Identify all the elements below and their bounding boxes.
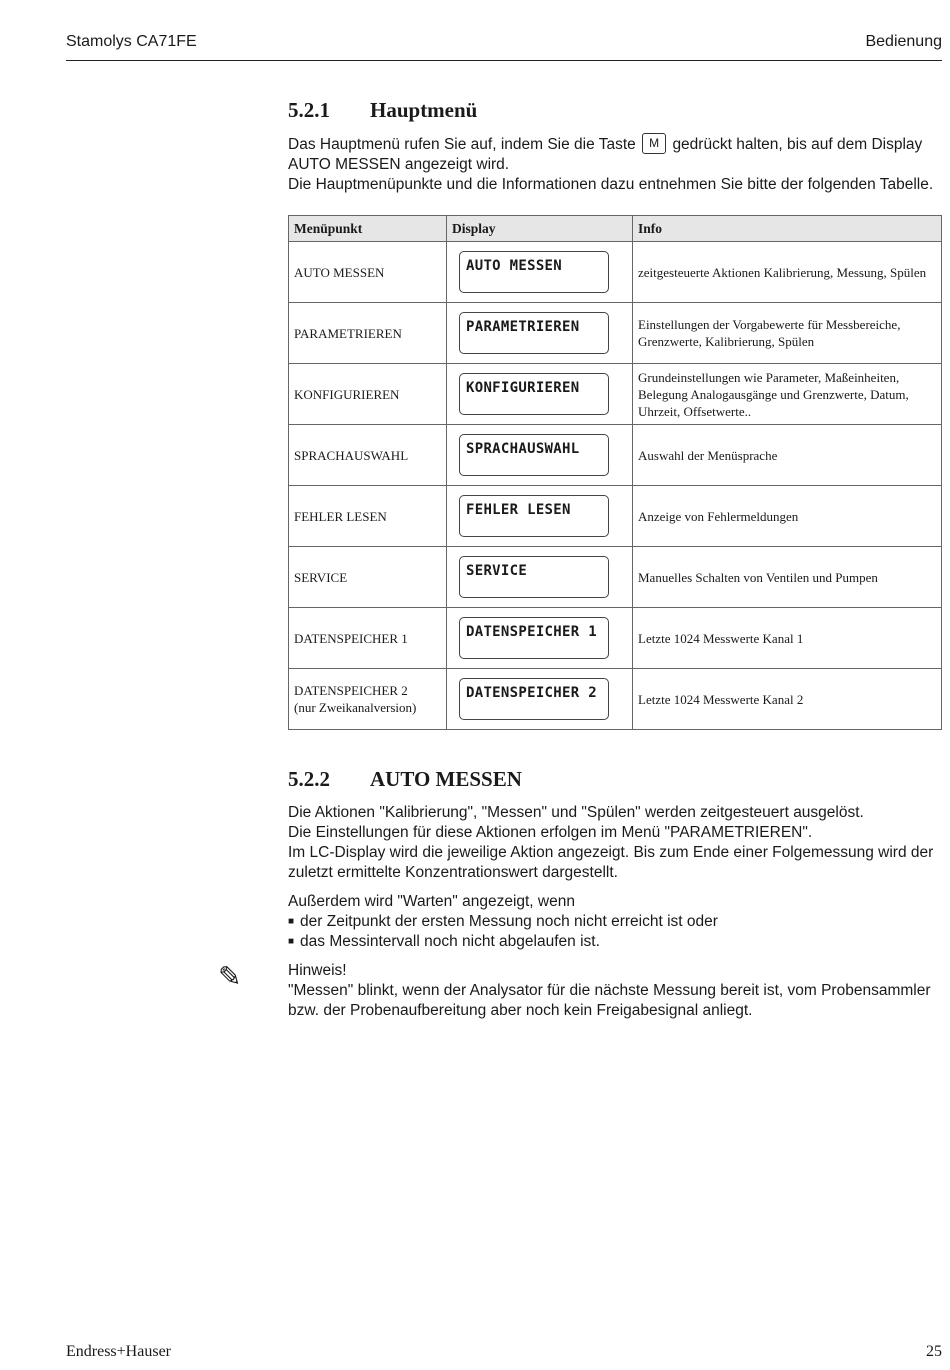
section-title: Hauptmenü: [370, 98, 478, 122]
section-title: AUTO MESSEN: [370, 767, 522, 791]
menu-item-cell: [289, 242, 447, 303]
menu-item-label: DATENSPEICHER 1: [294, 630, 408, 646]
display-cell: [447, 364, 633, 425]
header-product-name: Stamolys CA71FE: [66, 33, 197, 50]
info-cell: Grundeinstellungen wie Parameter, Maßeinheiten, Belegung Analogausgänge und Grenzwerte, Datum, Uhrzeit, Offsetwerte..: [633, 364, 942, 425]
m-key-icon: M: [642, 133, 666, 154]
footer-page-number: 25: [926, 1343, 942, 1360]
menu-item-cell: [289, 364, 447, 425]
menu-item-sublabel: (nur Zweikanalversion): [294, 700, 417, 715]
info-cell: Letzte 1024 Messwerte Kanal 1: [633, 608, 942, 669]
display-cell: [447, 486, 633, 547]
paragraph: [288, 803, 942, 883]
menu-item-label: PARAMETRIEREN: [294, 325, 402, 341]
section-heading: [288, 767, 942, 792]
intro-text-c: AUTO MESSEN angezeigt wird.: [288, 156, 510, 173]
table-row: [289, 242, 942, 303]
table-row: [289, 486, 942, 547]
paragraph-line: Im LC-Display wird die jeweilige Aktion angezeigt. Bis zum Ende einer Folgemessung wird der zuletzt ermittelte Konzentrationswert dargestellt.: [288, 844, 934, 881]
section-number: 5.2.1: [288, 98, 330, 122]
list-item: ■ das Messintervall noch nicht abgelaufen ist.: [288, 932, 942, 952]
pencil-note-icon: ✎: [218, 961, 242, 992]
table-row: [289, 425, 942, 486]
info-cell: Manuelles Schalten von Ventilen und Pumpen: [633, 547, 942, 608]
display-cell: [447, 303, 633, 364]
table-row: [289, 608, 942, 669]
table-row: [289, 303, 942, 364]
column-header-display: Display: [447, 216, 633, 242]
footer-company: Endress+Hauser: [66, 1343, 171, 1360]
lcd-display: FEHLER LESEN: [459, 495, 609, 537]
menu-item-cell: [289, 669, 447, 730]
header-chapter-name: Bedienung: [865, 33, 942, 50]
menu-item-label: DATENSPEICHER 2: [294, 683, 408, 698]
section-5-2-1: [288, 98, 942, 195]
display-cell: [447, 608, 633, 669]
menu-item-label: SPRACHAUSWAHL: [294, 447, 409, 463]
lcd-display: SERVICE: [459, 556, 609, 598]
intro-text-d: Die Hauptmenüpunkte und die Informationen dazu entnehmen Sie bitte der folgenden Tabelle.: [288, 176, 934, 193]
paragraph: Außerdem wird "Warten" angezeigt, wenn: [288, 893, 575, 910]
intro-text-b: gedrückt halten, bis auf dem Display: [672, 136, 923, 153]
info-cell: Anzeige von Fehlermeldungen: [633, 486, 942, 547]
section-number: 5.2.2: [288, 767, 330, 791]
menu-item-label: KONFIGURIEREN: [294, 386, 400, 402]
menu-item-cell: [289, 486, 447, 547]
menu-item-label: SERVICE: [294, 569, 348, 585]
section-heading: [288, 98, 942, 123]
column-header-info: Info: [633, 216, 942, 242]
lcd-display: DATENSPEICHER 2: [459, 678, 609, 720]
note-label: Hinweis!: [288, 962, 347, 979]
info-cell: zeitgesteuerte Aktionen Kalibrierung, Messung, Spülen: [633, 242, 942, 303]
intro-paragraph: [288, 133, 942, 195]
table-row: [289, 669, 942, 730]
bullet-list: [288, 912, 942, 952]
menu-item-cell: [289, 425, 447, 486]
menu-item-cell: [289, 608, 447, 669]
display-cell: [447, 669, 633, 730]
section-5-2-2: [288, 767, 942, 1021]
table-row: [289, 364, 942, 425]
paragraph-line: Die Einstellungen für diese Aktionen erfolgen im Menü "PARAMETRIEREN".: [288, 824, 813, 841]
info-cell: Einstellungen der Vorgabewerte für Messbereiche, Grenzwerte, Kalibrierung, Spülen: [633, 303, 942, 364]
display-cell: [447, 547, 633, 608]
lcd-display: KONFIGURIEREN: [459, 373, 609, 415]
table-header-row: [289, 216, 942, 242]
intro-text-a: Das Hauptmenü rufen Sie auf, indem Sie die Taste: [288, 136, 636, 153]
lcd-display: SPRACHAUSWAHL: [459, 434, 609, 476]
paragraph-line: Die Aktionen "Kalibrierung", "Messen" und "Spülen" werden zeitgesteuert ausgelöst.: [288, 804, 864, 821]
menu-item-label: FEHLER LESEN: [294, 508, 387, 524]
menu-item-cell: [289, 303, 447, 364]
table-row: [289, 547, 942, 608]
info-cell: Auswahl der Menüsprache: [633, 425, 942, 486]
lcd-display: AUTO MESSEN: [459, 251, 609, 293]
main-menu-table: [288, 215, 942, 730]
note: [288, 961, 942, 1021]
menu-item-label: AUTO MESSEN: [294, 264, 385, 280]
display-cell: [447, 242, 633, 303]
column-header-menu-item: Menüpunkt: [289, 216, 447, 242]
header-rule: [66, 60, 942, 61]
info-cell: Letzte 1024 Messwerte Kanal 2: [633, 669, 942, 730]
note-text: "Messen" blinkt, wenn der Analysator für die nächste Messung bereit ist, vom Probensammler bzw. der Probenaufbereitung aber noch kein Freigabesignal anliegt.: [288, 982, 931, 1019]
display-cell: [447, 425, 633, 486]
lcd-display: DATENSPEICHER 1: [459, 617, 609, 659]
list-item: ■ der Zeitpunkt der ersten Messung noch nicht erreicht ist oder: [288, 912, 942, 932]
lcd-display: PARAMETRIEREN: [459, 312, 609, 354]
menu-item-cell: [289, 547, 447, 608]
